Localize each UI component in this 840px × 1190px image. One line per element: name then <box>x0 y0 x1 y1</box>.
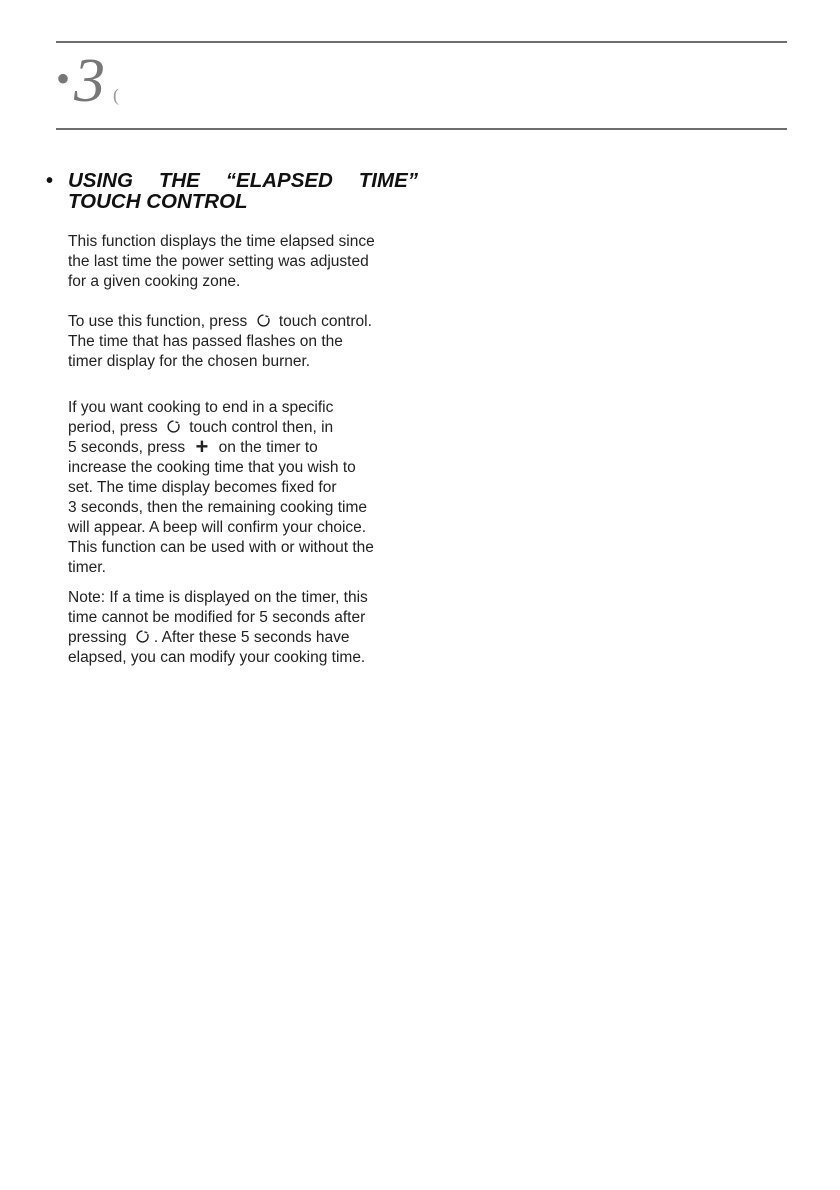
text-line: timer display for the chosen burner. <box>68 353 311 370</box>
text-line: To use this function, press touch control. <box>68 313 372 330</box>
text-line: set. The time display becomes fixed for <box>68 479 337 496</box>
chapter-number: 3 <box>74 47 106 115</box>
text-line: for a given cooking zone. <box>68 273 241 290</box>
timer-icon <box>135 629 150 644</box>
heading-word: “ELAPSED <box>225 169 333 192</box>
heading-bullet: • <box>46 170 54 192</box>
timer-icon <box>166 419 181 434</box>
text-line: The time that has passed flashes on the <box>68 333 343 350</box>
text-line: This function can be used with or without the <box>68 539 374 556</box>
heading-word: TIME” <box>358 169 418 192</box>
text-line: 5 seconds, press + on the timer to <box>68 434 318 459</box>
chapter-bullet: • <box>56 56 71 101</box>
plus-icon: + <box>195 434 209 459</box>
heading-line-2: TOUCH CONTROL <box>68 190 248 213</box>
section-heading <box>46 170 421 212</box>
text-line: the last time the power setting was adjusted <box>68 253 369 270</box>
text-line: 3 seconds, then the remaining cooking time <box>68 499 367 516</box>
paragraph-usage <box>68 312 420 372</box>
paragraph-description <box>68 232 420 292</box>
text-line: increase the cooking time that you wish to <box>68 459 356 476</box>
top-rule <box>56 41 787 43</box>
paragraph-note <box>68 588 420 668</box>
text-line: Note: If a time is displayed on the timer, this <box>68 589 368 606</box>
heading-line-1 <box>68 170 418 191</box>
bottom-rule <box>56 128 787 130</box>
text-line: period, press touch control then, in <box>68 419 334 436</box>
text-line: timer. <box>68 559 106 576</box>
text-line: This function displays the time elapsed since <box>68 233 375 250</box>
section-body <box>68 232 420 668</box>
timer-icon <box>256 313 271 328</box>
chapter-header <box>56 46 119 116</box>
paragraph-set-time <box>68 398 420 578</box>
chapter-mark: ( <box>113 84 120 105</box>
heading-word: USING <box>68 169 133 192</box>
text-line: time cannot be modified for 5 seconds after <box>68 609 366 626</box>
text-line: elapsed, you can modify your cooking time. <box>68 649 366 666</box>
text-line: will appear. A beep will confirm your choice. <box>68 519 367 536</box>
heading-word: THE <box>158 169 200 192</box>
text-line: If you want cooking to end in a specific <box>68 399 334 416</box>
elapsed-time-section <box>46 170 421 668</box>
text-line: pressing . After these 5 seconds have <box>68 629 350 646</box>
